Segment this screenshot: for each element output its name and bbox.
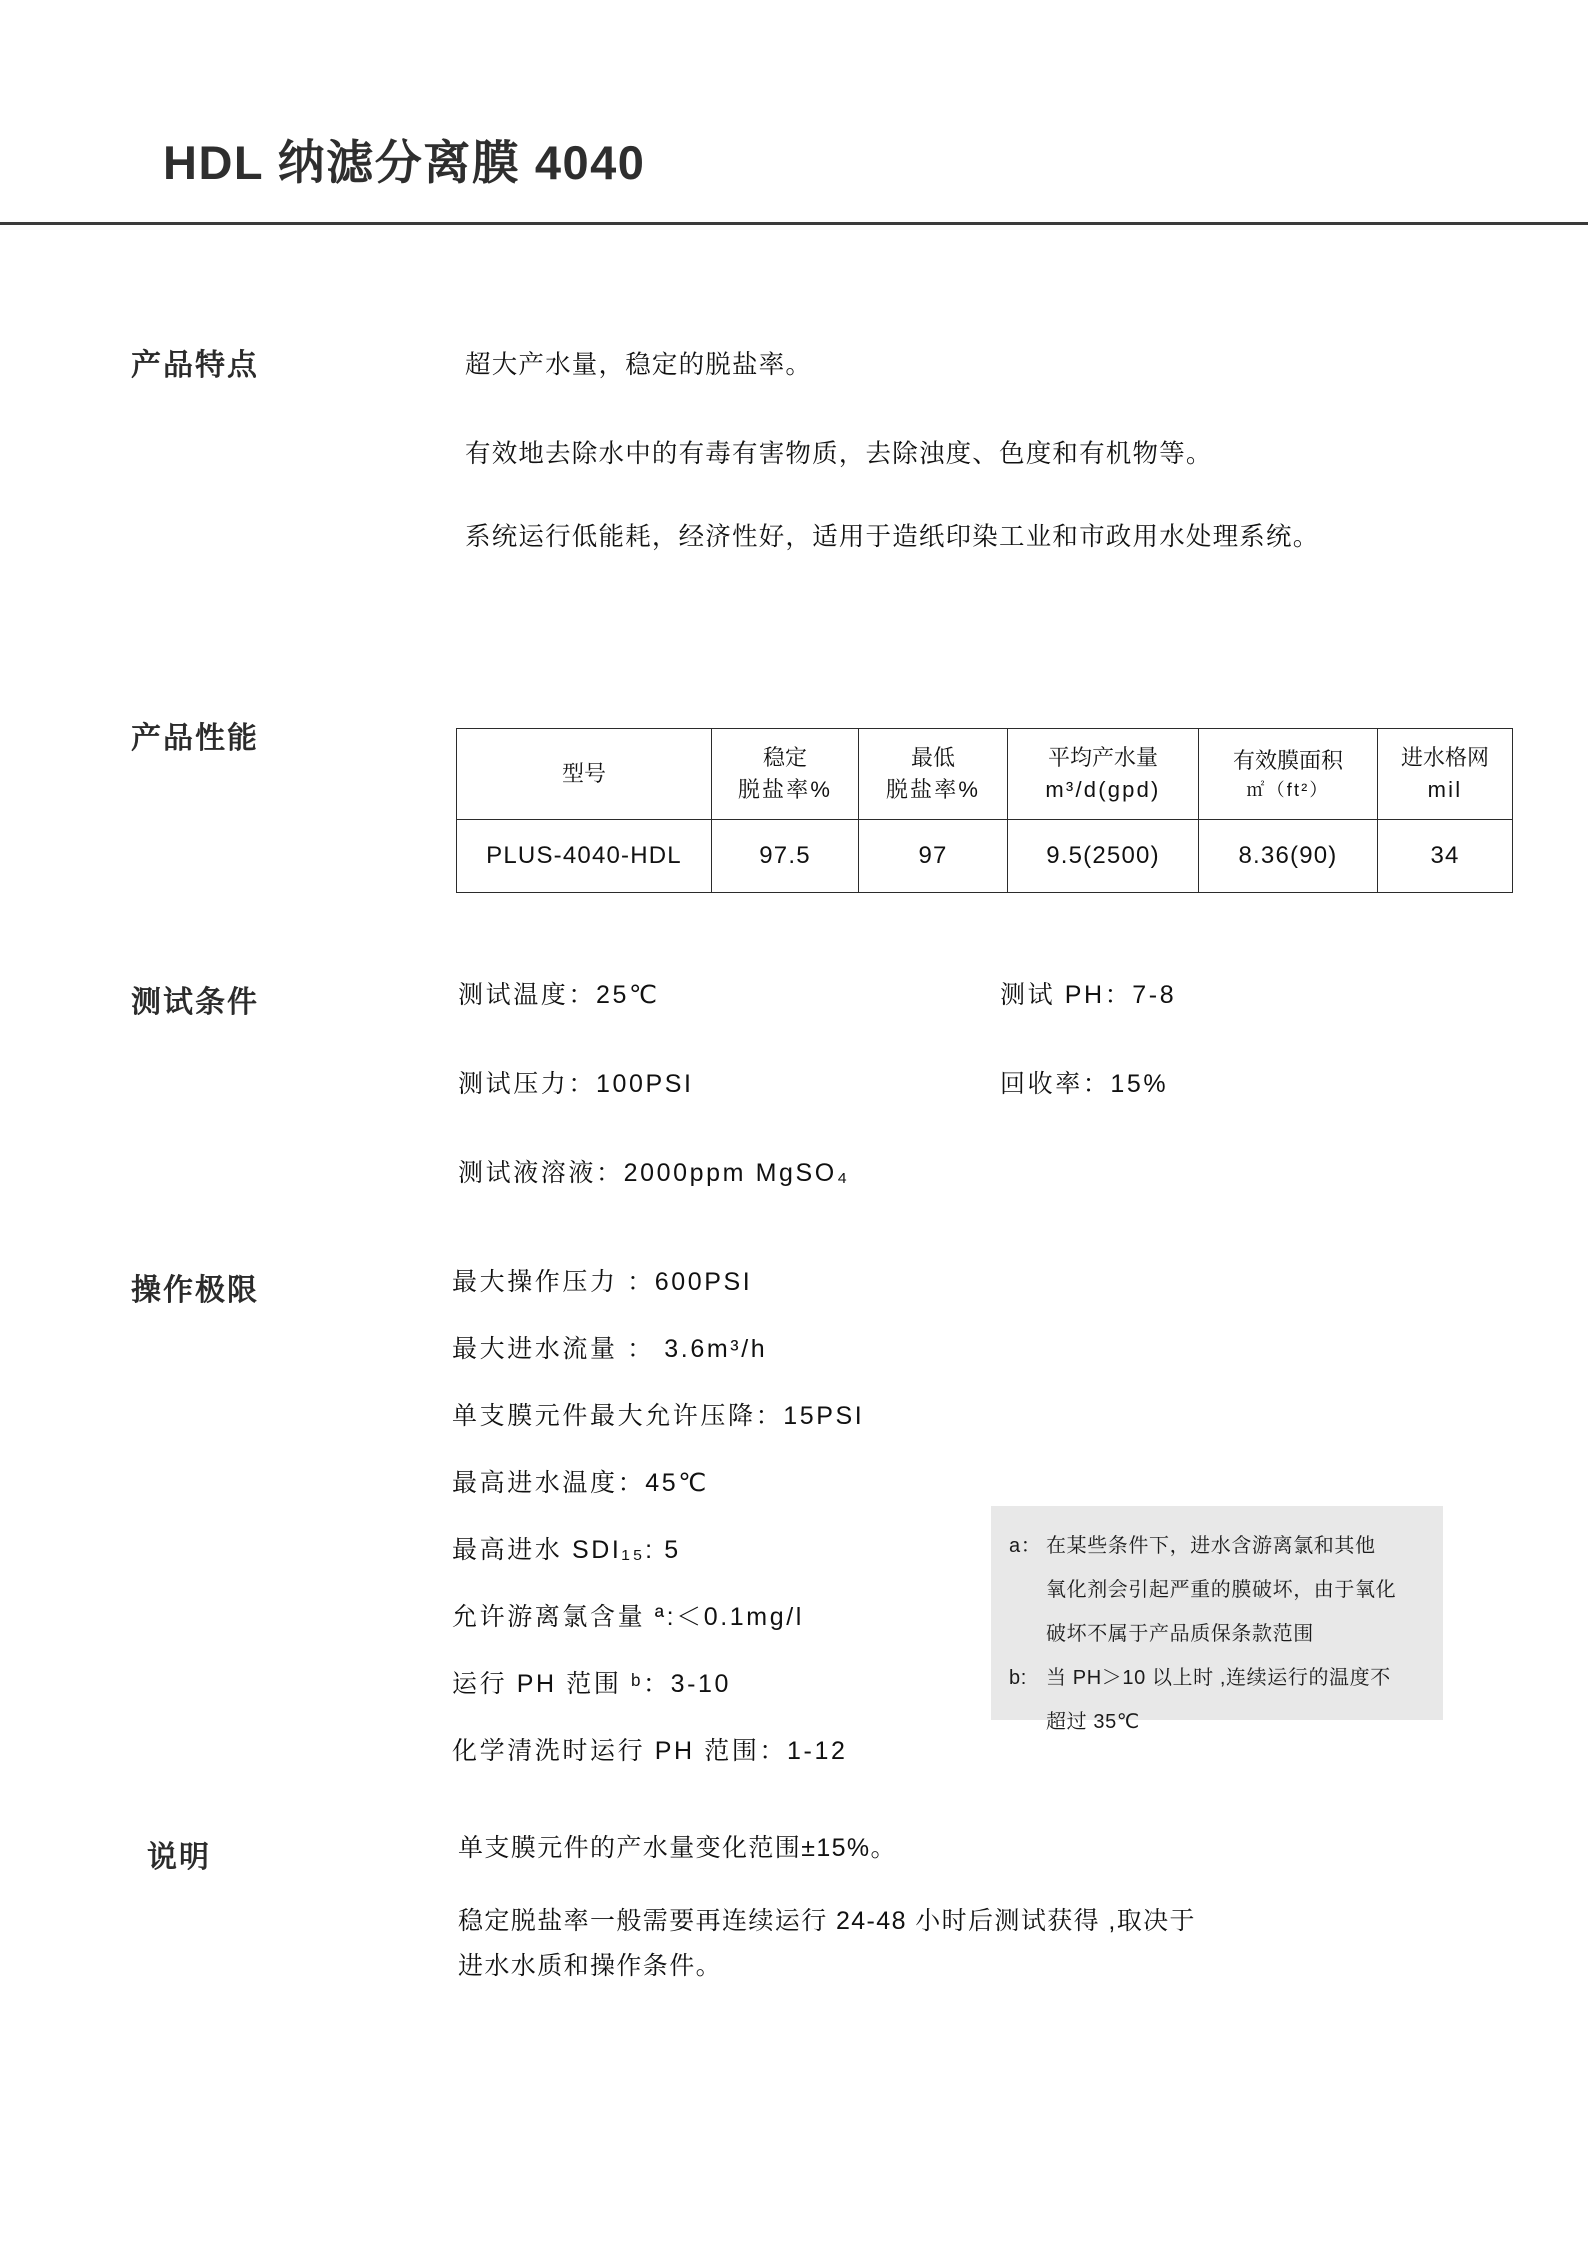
th-min-rejection — [859, 729, 1008, 820]
limit-cleaning-ph-range: 化学清洗时运行 PH 范围：1-12 — [452, 1737, 848, 1765]
description-line-3: 进水水质和操作条件。 — [458, 1952, 723, 1980]
description-line-2: 稳定脱盐率一般需要再连续运行 24-48 小时后测试获得 ,取决于 — [458, 1907, 1196, 1935]
limit-max-feed-temperature: 最高进水温度：45℃ — [452, 1469, 709, 1497]
th-membrane-area — [1199, 729, 1378, 820]
section-label-performance: 产品性能 — [131, 722, 259, 755]
limit-max-pressure-drop: 单支膜元件最大允许压降：15PSI — [452, 1402, 865, 1430]
th-flow-l2: m³/d(gpd) — [1045, 777, 1161, 802]
th-stable-rejection — [712, 729, 859, 820]
page-title: HDL 纳滤分离膜 4040 — [163, 136, 646, 189]
footnote-a-marker: a： — [1009, 1535, 1042, 1557]
test-solution: 测试液溶液：2000ppm MgSO₄ — [458, 1159, 850, 1187]
test-recovery: 回收率：15% — [1000, 1070, 1169, 1098]
section-label-features: 产品特点 — [131, 349, 259, 382]
table-header — [457, 729, 1513, 820]
cell-stable-rejection: 97.5 — [712, 820, 859, 893]
th-min-l1: 最低 — [910, 745, 955, 771]
th-area-l2: ㎡（ft²） — [1246, 779, 1330, 800]
limit-max-feed-flow: 最大进水流量 ： 3.6m³/h — [452, 1335, 768, 1363]
section-label-description: 说明 — [147, 1841, 211, 1874]
cell-membrane-area: 8.36(90) — [1199, 820, 1378, 893]
limit-max-feed-sdi: 最高进水 SDI₁₅: 5 — [452, 1536, 681, 1564]
cell-min-rejection: 97 — [859, 820, 1008, 893]
footnote-a-line-3: 破坏不属于产品质保条款范围 — [1046, 1623, 1314, 1645]
feature-line-2: 有效地去除水中的有毒有害物质，去除浊度、色度和有机物等。 — [465, 440, 1213, 468]
cell-permeate-flow: 9.5(2500) — [1008, 820, 1199, 893]
performance-table — [456, 728, 1513, 893]
th-mesh-l1: 进水格网 — [1400, 745, 1489, 771]
th-area-l1: 有效膜面积 — [1232, 748, 1343, 773]
th-feed-spacer — [1378, 729, 1513, 820]
description-line-1: 单支膜元件的产水量变化范围±15%。 — [458, 1834, 897, 1862]
th-flow-l1: 平均产水量 — [1047, 745, 1158, 771]
table-body — [457, 820, 1513, 893]
th-min-l2: 脱盐率% — [885, 777, 981, 802]
cell-feed-spacer: 34 — [1378, 820, 1513, 893]
section-label-operating-limits: 操作极限 — [131, 1274, 259, 1307]
th-mesh-l2: mil — [1427, 777, 1463, 802]
footnote-b-line-1: 当 PH＞10 以上时 ,连续运行的温度不 — [1046, 1667, 1391, 1689]
th-model — [457, 729, 712, 820]
feature-line-3: 系统运行低能耗，经济性好，适用于造纸印染工业和市政用水处理系统。 — [465, 523, 1320, 551]
limit-operating-ph-range: 运行 PH 范围 ᵇ：3-10 — [452, 1670, 732, 1698]
th-permeate-flow — [1008, 729, 1199, 820]
test-pressure: 测试压力：100PSI — [458, 1070, 694, 1098]
test-ph: 测试 PH：7-8 — [1000, 981, 1177, 1009]
cell-model: PLUS-4040-HDL — [457, 820, 712, 893]
title-block — [0, 0, 1588, 223]
footnote-a-line-1: 在某些条件下，进水含游离氯和其他 — [1046, 1535, 1376, 1557]
table-header-row — [457, 729, 1513, 820]
footnote-b-line-2: 超过 35℃ — [1046, 1711, 1140, 1733]
limit-free-chlorine: 允许游离氯含量 ª:＜0.1mg/l — [452, 1603, 804, 1631]
th-model-l1: 型号 — [561, 761, 606, 787]
limit-max-operating-pressure: 最大操作压力 ：600PSI — [452, 1268, 753, 1296]
feature-line-1: 超大产水量，稳定的脱盐率。 — [465, 351, 813, 379]
section-label-test-conditions: 测试条件 — [131, 986, 259, 1019]
th-stable-l2: 脱盐率% — [737, 777, 833, 802]
footnote-a-line-2: 氧化剂会引起严重的膜破坏，由于氧化 — [1046, 1579, 1397, 1601]
test-temperature: 测试温度：25℃ — [458, 981, 660, 1009]
footnote-b-marker: b: — [1009, 1667, 1027, 1689]
th-stable-l1: 稳定 — [762, 745, 807, 771]
title-divider — [0, 222, 1588, 225]
table-row — [457, 820, 1513, 893]
